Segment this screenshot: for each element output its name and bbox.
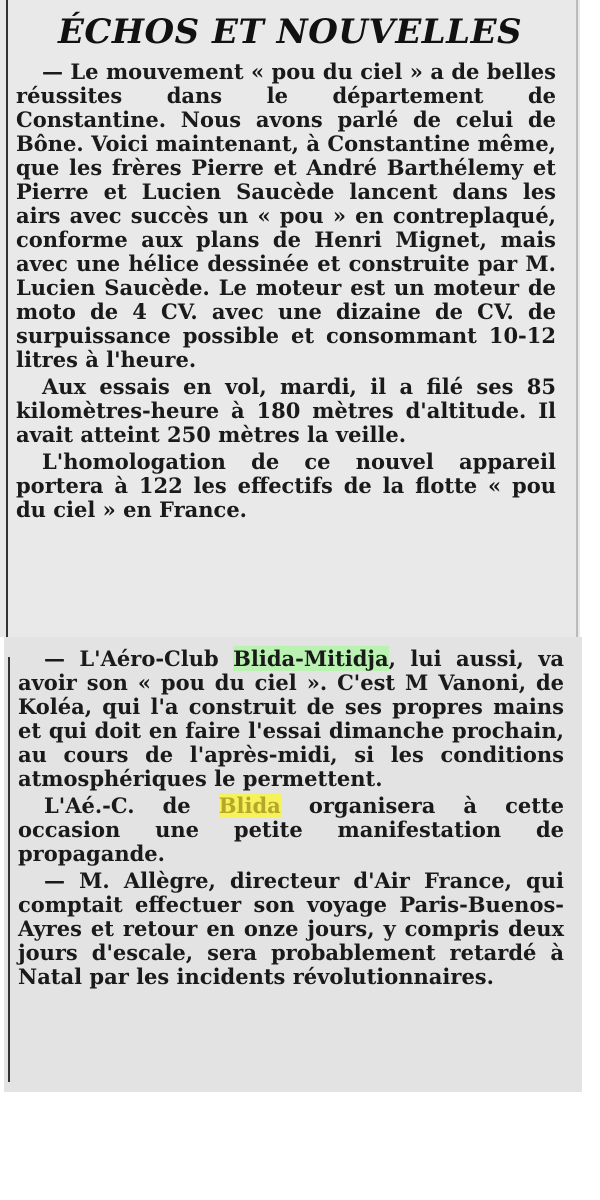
column-rule-left: [6, 0, 8, 637]
paragraph-homologation: L'homologation de ce nouvel appareil portera à 122 les effectifs de la flotte « pou du ciel » en France.: [16, 449, 556, 522]
highlight-blida-mitidja: Blida-Mitidja: [233, 646, 389, 671]
p5-text-after: organisera à cette occasion une petite manifestation de propagande.: [18, 793, 564, 866]
p4-text-before: — L'Aéro-Club: [44, 646, 234, 671]
newspaper-clipping-bottom: [4, 637, 582, 1092]
highlight-blida: Blida: [218, 793, 281, 818]
p4-text-after: , lui aussi, va avoir son « pou du ciel ». C'est M Vanoni, de Koléa, qui l'a construit de ses propres mains et qui doit en faire l'essai dimanche prochain, au cours de l'après-midi, si les conditions atmosphériques le permettent.: [18, 646, 565, 791]
column-rule-right: [576, 0, 578, 637]
p5-text-before: L'Aé.-C. de: [44, 793, 219, 818]
paragraph-aero-club-blida: [18, 647, 564, 791]
section-title: ÉCHOS ET NOUVELLES: [57, 12, 523, 52]
paragraph-essais-en-vol: Aux essais en vol, mardi, il a filé ses 85 kilomètres-heure à 180 mètres d'altitude. Il avait atteint 250 mètres la veille.: [16, 374, 556, 447]
paragraph-allegre-air-france: — M. Allègre, directeur d'Air France, qui comptait effectuer son voyage Paris-Buenos-Ayres et retour en onze jours, y compris deux jours d'escale, sera probablement retardé à Natal par les incidents révolutionnaires.: [18, 868, 564, 989]
column-rule-left-bottom: [8, 657, 10, 1082]
article-column-bottom: [18, 647, 564, 992]
article-column-top: [16, 60, 556, 525]
paragraph-pou-du-ciel-constantine: — Le mouvement « pou du ciel » a de belles réussites dans le département de Constantine. Nous avons parlé de celui de Bône. Voici maintenant, à Constantine même, que les frères Pierre et André Barthélemy et Pierre et Lucien Saucède lancent dans les airs avec succès un « pou » en contreplaqué, conforme aux plans de Henri Mignet, mais avec une hélice dessinée et construite par M. Lucien Saucède. Le moteur est un moteur de moto de 4 CV. avec une dizaine de CV. de surpuissance possible et consommant 10-12 litres à l'heure.: [16, 59, 556, 372]
paragraph-manifestation-propagande: [18, 794, 564, 866]
